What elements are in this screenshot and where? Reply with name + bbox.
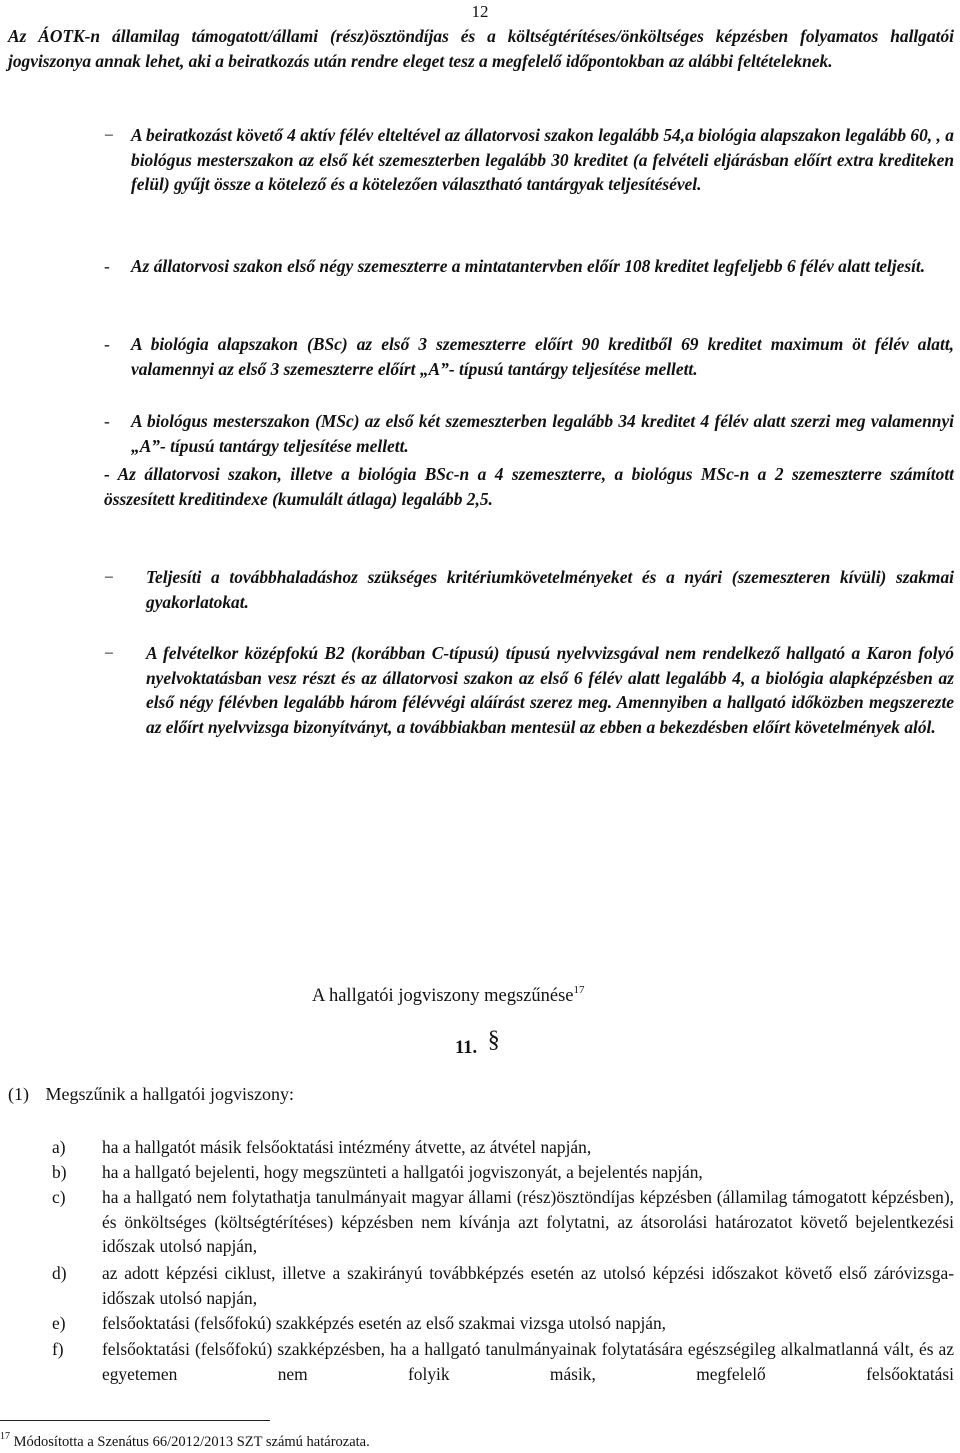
list-item-text: ha a hallgatót másik felsőoktatási intézmény átvette, az átvétel napján, xyxy=(102,1137,592,1157)
list-item xyxy=(52,1261,954,1311)
list-item-label: f) xyxy=(52,1339,64,1359)
section-title-text: A hallgatói jogviszony megszűnése xyxy=(312,986,574,1006)
hyphen-marker: - xyxy=(104,256,110,276)
list-item xyxy=(52,1185,954,1261)
list-item-text: ha a hallgató nem folytathatja tanulmányait magyar állami (rész)ösztöndíjas képzésben (államilag támogatott képzésben), és önköltséges (költségtérítéses) képzésben nem kívánja azt folytatni, az átsorolási határozatot követő bejelentkezési időszak utolsó napján, xyxy=(102,1187,954,1256)
list-item xyxy=(52,1135,954,1161)
list-item-label: e) xyxy=(52,1313,66,1333)
section-number xyxy=(455,1027,500,1061)
condition-3-text: A felvételkor középfokú B2 (korábban C-típusú) típusú nyelvvizsgával nem rendelkező hallgató a Karon folyó nyelvoktatásban vesz részt és az állatorvosi szakon az első 6 félév alatt legalább 4, a biológia alapképzésben az első négy félévben legalább három félévvégi aláírást szerez meg. Amennyiben a hallgató időközben megszerezte az előírt nyelvvizsga bizonyítványt, a továbbiakban mentesül az ebben a bekezdésben előírt követelmények alól. xyxy=(146,643,954,737)
condition-2-text: Teljesíti a továbbhaladáshoz szükséges kritériumkövetelményeket és a nyári (szemeszteren kívüli) szakmai gyakorlatokat. xyxy=(146,567,954,612)
page-number: 12 xyxy=(471,2,489,21)
sub-condition-1-text: Az állatorvosi szakon első négy szemeszterre a mintatantervben előír 108 kreditet legfeljebb 6 félév alatt teljesít. xyxy=(131,256,926,276)
footnote-ref: 17 xyxy=(573,984,585,996)
footnote-number: 17 xyxy=(0,1431,10,1442)
list-item-label: d) xyxy=(52,1263,67,1283)
intro-paragraph: Az ÁOTK-n államilag támogatott/állami (rész)ösztöndíjas és a költségtérítéses/önköltséges képzésben folyamatos hallgatói jogviszonya annak lehet, aki a beiratkozás után rendre eleget tesz a megfelelő időpontokban az alábbi feltételeknek. xyxy=(8,26,954,71)
dash-marker: − xyxy=(104,125,114,145)
paragraph-label: (1) xyxy=(8,1084,29,1104)
footnote-divider xyxy=(0,1420,270,1421)
hyphen-marker: - xyxy=(104,334,110,354)
list-item-text: felsőoktatási (felsőfokú) szakképzés esetén az első szakmai vizsga utolsó napján, xyxy=(102,1313,667,1333)
list-item-label: b) xyxy=(52,1162,67,1182)
paragraph-1 xyxy=(8,1082,294,1107)
paragraph-text: Megszűnik a hallgatói jogviszony: xyxy=(45,1084,294,1104)
list-item-label: a) xyxy=(52,1137,66,1157)
footnote xyxy=(0,1428,370,1451)
sub-condition-4: - Az állatorvosi szakon, illetve a biológia BSc-n a 4 szemeszterre, a biológus MSc-n a 2 szemeszterre számított összesített kreditindexe (kumulált átlaga) legalább 2,5. xyxy=(104,464,954,509)
dash-marker: − xyxy=(104,567,114,587)
list-item xyxy=(52,1337,954,1387)
sub-condition-2-text: A biológia alapszakon (BSc) az első 3 szemeszterre előírt 90 kreditből 69 kreditet maximum öt félév alatt, valamennyi az első 3 szemeszterre előírt „A”- típusú tantárgy teljesítése mellett. xyxy=(131,334,954,379)
section-number-text: 11. xyxy=(455,1038,478,1058)
list-item-text: az adott képzési ciklust, illetve a szakirányú továbbképzés esetén az utolsó képzési időszakot követő első záróvizsga-időszak utolsó napján, xyxy=(102,1263,954,1308)
hyphen-marker: - xyxy=(104,411,110,431)
condition-1-text: A beiratkozást követő 4 aktív félév elteltével az állatorvosi szakon legalább 54,a biológia alapszakon legalább 60, , a biológus mesterszakon az első két szemeszterben legalább 30 kreditet (a felvételi eljárásban előírt extra krediteken felül) gyűjt össze a kötelező és a kötelezően választható tantárgyak teljesítésével. xyxy=(131,125,954,194)
sub-condition-3-text: A biológus mesterszakon (MSc) az első két szemeszterben legalább 34 kreditet 4 félév alatt szerzi meg valamennyi „A”- típusú tantárgy teljesítése mellett. xyxy=(131,411,954,456)
list-item xyxy=(52,1160,954,1186)
list-item-label: c) xyxy=(52,1187,66,1207)
section-symbol: § xyxy=(487,1027,500,1053)
footnote-text: Módosította a Szenátus 66/2012/2013 SZT számú határozata. xyxy=(13,1434,370,1450)
section-title xyxy=(312,978,585,1009)
list-item xyxy=(52,1311,954,1337)
list-item-text: ha a hallgató bejelenti, hogy megszünteti a hallgatói jogviszonyát, a bejelentés napján, xyxy=(102,1162,703,1182)
dash-marker: − xyxy=(104,643,114,663)
list-item-text: felsőoktatási (felsőfokú) szakképzésben, ha a hallgató tanulmányainak folytatására egészségileg alkalmatlanná vált, és az egyetemen nem folyik másik, megfelelő felsőoktatási xyxy=(102,1339,954,1384)
